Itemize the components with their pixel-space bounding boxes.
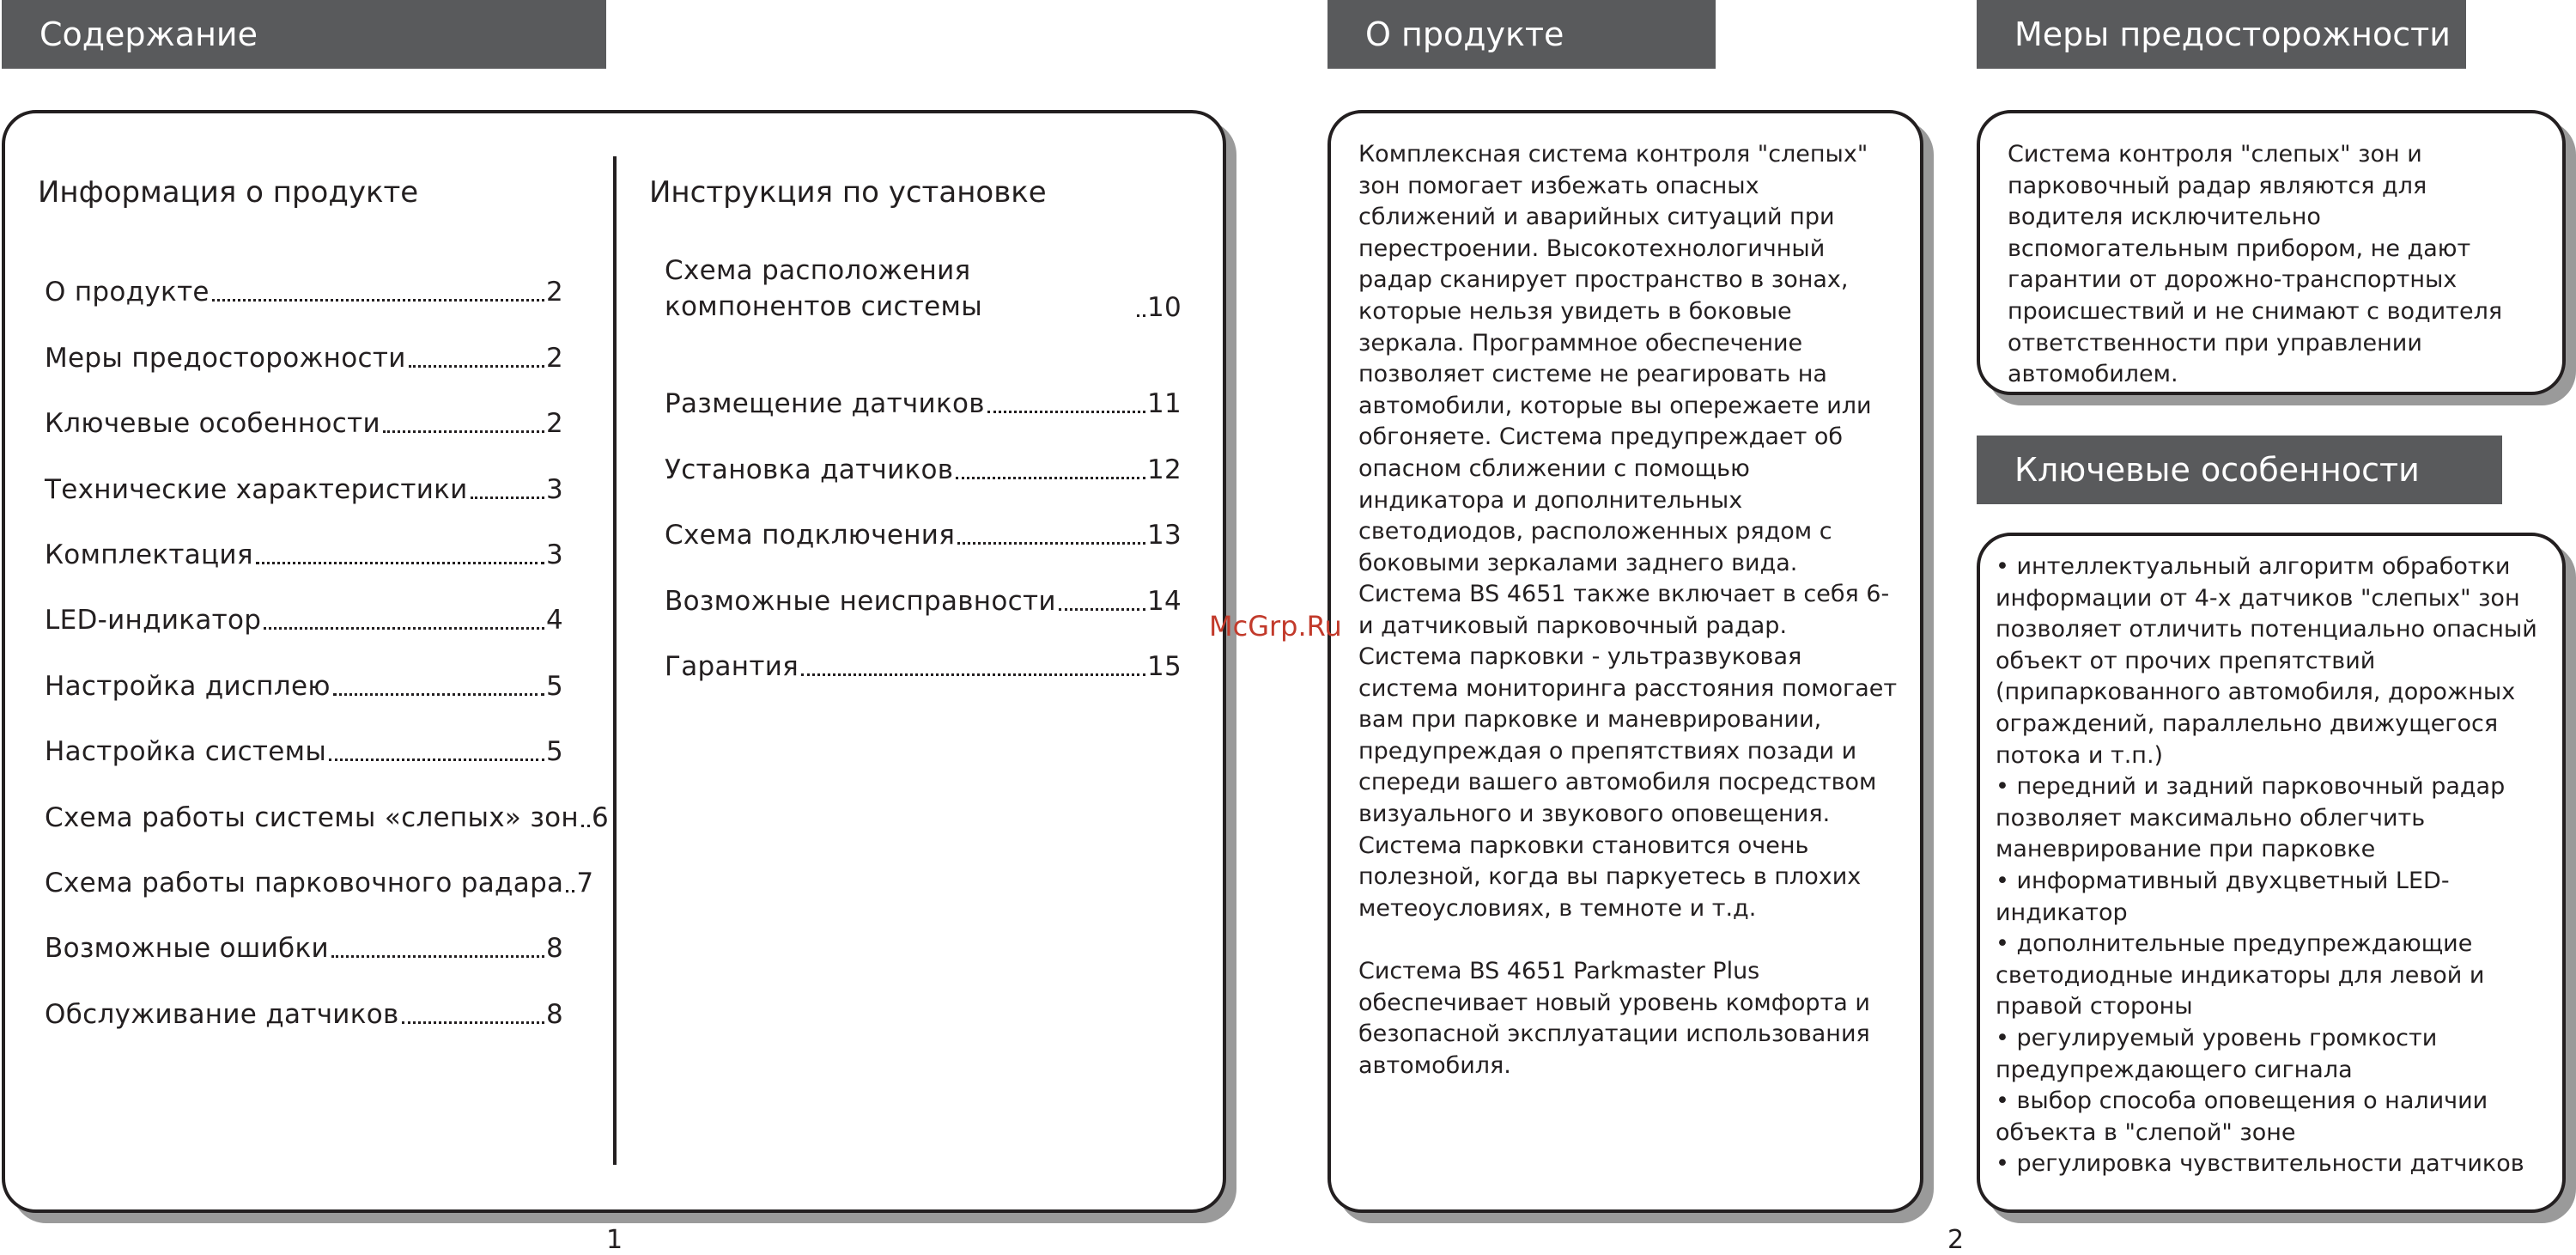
toc-item-page: 5 xyxy=(545,736,563,768)
page-number-right: 2 xyxy=(1947,1225,1965,1255)
toc-item-system-setup[interactable] xyxy=(45,704,563,769)
toc-item-specs[interactable] xyxy=(45,441,563,506)
page-number-left: 1 xyxy=(606,1225,623,1255)
toc-item-label: Возможные неисправности xyxy=(665,585,1056,617)
toc-item-page: 7 xyxy=(576,867,594,899)
toc-leader-dots xyxy=(383,430,544,433)
contents-column-divider xyxy=(613,156,617,1165)
toc-item-page: 3 xyxy=(545,539,563,570)
toc-item-about[interactable] xyxy=(45,244,563,309)
features-list-item: • дополнительные предупреждающие светодиодные индикаторы для левой и правой стороны xyxy=(1996,930,2485,1020)
toc-item-page: 6 xyxy=(591,801,609,833)
toc-item-page: 14 xyxy=(1146,585,1182,617)
contents-header xyxy=(2,0,606,69)
contents-header-title: Содержание xyxy=(39,15,258,53)
toc-leader-dots xyxy=(581,825,590,827)
toc-leader-dots xyxy=(471,497,544,499)
toc-leader-dots xyxy=(956,477,1145,479)
toc-item-features[interactable] xyxy=(45,375,563,441)
toc-item-label: Схема подключения xyxy=(665,520,956,551)
precautions-text: Система контроля "слепых" зон и парковочный радар являются для водителя исключительно вспомогательным прибором, не дают гарантии от дорожно-транспортных происшествий и не снимают с водителя ответственности при управлении автомобилем. xyxy=(2008,141,2503,388)
toc-item-page: 5 xyxy=(545,670,563,702)
toc-leader-dots xyxy=(957,542,1145,545)
toc-item-label: Схема работы системы «слепых» зон xyxy=(45,801,579,833)
toc-item-page: 3 xyxy=(545,473,563,505)
toc-item-package[interactable] xyxy=(45,507,563,572)
toc-leader-dots xyxy=(1137,314,1145,317)
about-paragraph-3: Система парковки - ультразвуковая система мониторинга расстояния помогает вам при парковке и маневрировании, предупреждая о препятствиях позади и спереди вашего автомобиля посредством визуального и звукового оповещения. Система парковки становится очень полезной, когда вы паркуетесь в плохих метеоусловиях, в темноте и т.д. xyxy=(1358,643,1898,922)
features-list xyxy=(1996,551,2555,1180)
toc-item-label: Настройка дисплею xyxy=(45,670,331,702)
toc-item-label: Гарантия xyxy=(665,650,799,682)
toc-item-label: Возможные ошибки xyxy=(45,933,329,965)
features-list-item: • интеллектуальный алгоритм обработки информации от 4-х датчиков "слепых" зон позволяет отличить потенциально опасный объект от прочих препятствий (припаркованного автомобиля, дорожных ограждений, параллельно движущегося потока и т.п.) xyxy=(1996,553,2537,769)
toc-item-troubleshooting[interactable] xyxy=(665,552,1182,618)
toc-item-parking-radar-scheme[interactable] xyxy=(45,835,594,900)
features-header xyxy=(1977,436,2502,504)
toc-item-label: О продукте xyxy=(45,277,210,308)
toc-right-list xyxy=(665,253,1182,684)
toc-left-list xyxy=(45,244,609,1032)
toc-item-label: Схема расположения компонентов системы xyxy=(665,255,982,322)
toc-item-label: Размещение датчиков xyxy=(665,388,985,420)
toc-item-page: 13 xyxy=(1146,520,1182,551)
toc-leader-dots xyxy=(566,890,574,893)
toc-item-label: Настройка системы xyxy=(45,736,327,768)
about-paragraph-2: Система BS 4651 также включает в себя 6-и датчиковый парковочный радар. xyxy=(1358,581,1890,639)
toc-item-page: 8 xyxy=(545,998,563,1030)
toc-item-possible-errors[interactable] xyxy=(45,900,563,966)
about-paragraph-1: Комплексная система контроля "слепых" зон помогает избежать опасных сближений и аварийных ситуаций при перестроении. Высокотехнологичный радар сканирует пространство в зонах, которые нельзя увидеть в боковые зеркала. Программное обеспечение позволяет системе не реагировать на автомобили, которые вы опережаете или обгоняете. Система предупреждает об опасном сближении с помощью индикатора и дополнительных светодиодов, расположенных рядом с боковыми зеркалами заднего вида. xyxy=(1358,141,1872,576)
toc-item-precautions[interactable] xyxy=(45,309,563,375)
toc-leader-dots xyxy=(333,693,544,696)
toc-item-components-layout[interactable] xyxy=(665,253,1182,325)
toc-item-page: 8 xyxy=(545,933,563,965)
toc-item-page: 10 xyxy=(1146,292,1182,323)
about-header-title: О продукте xyxy=(1365,15,1564,53)
toc-leader-dots xyxy=(409,365,544,368)
toc-leader-dots xyxy=(331,955,544,958)
features-list-item: • регулируемый уровень громкости предупреждающего сигнала xyxy=(1996,1024,2438,1083)
toc-item-page: 11 xyxy=(1146,388,1182,420)
toc-item-label: Меры предосторожности xyxy=(45,342,406,374)
toc-item-blind-spot-scheme[interactable] xyxy=(45,769,609,834)
precautions-header-title: Меры предосторожности xyxy=(2014,15,2451,53)
toc-item-page: 2 xyxy=(545,408,563,440)
toc-item-label: Ключевые особенности xyxy=(45,408,380,440)
precautions-header xyxy=(1977,0,2466,69)
toc-item-page: 2 xyxy=(545,277,563,308)
about-header xyxy=(1327,0,1716,69)
toc-item-label: Комплектация xyxy=(45,539,253,570)
features-list-item: • передний и задний парковочный радар позволяет максимально облегчить маневрирование при парковке xyxy=(1996,773,2506,863)
toc-item-page: 12 xyxy=(1146,454,1182,485)
toc-item-label: Схема работы парковочного радара xyxy=(45,867,564,899)
toc-right-heading: Инструкция по установке xyxy=(649,175,1047,210)
toc-leader-dots xyxy=(256,562,544,564)
toc-leader-dots xyxy=(329,758,544,761)
watermark-text: McGrp.Ru xyxy=(1209,610,1342,643)
toc-left-heading: Информация о продукте xyxy=(38,175,419,210)
toc-item-label: Технические характеристики xyxy=(45,473,468,505)
toc-leader-dots xyxy=(801,673,1145,676)
toc-item-label: LED-индикатор xyxy=(45,605,262,637)
toc-leader-dots xyxy=(987,411,1145,413)
toc-leader-dots xyxy=(402,1021,544,1024)
toc-item-sensor-installation[interactable] xyxy=(665,421,1182,486)
features-list-item: • выбор способа оповещения о наличии объекта в "слепой" зоне xyxy=(1996,1087,2488,1146)
toc-item-wiring-diagram[interactable] xyxy=(665,487,1182,552)
toc-item-page: 15 xyxy=(1146,650,1182,682)
toc-item-display-setup[interactable] xyxy=(45,637,563,703)
about-paragraph-4: Система BS 4651 Parkmaster Plus обеспечивает новый уровень комфорта и безопасной эксплуатации использования автомобиля. xyxy=(1358,958,1870,1079)
features-header-title: Ключевые особенности xyxy=(2014,451,2420,489)
toc-item-page: 4 xyxy=(545,605,563,637)
toc-item-warranty[interactable] xyxy=(665,618,1182,684)
toc-leader-dots xyxy=(212,299,544,302)
toc-leader-dots xyxy=(1059,608,1145,611)
toc-item-led-indicator[interactable] xyxy=(45,572,563,637)
toc-item-sensor-maintenance[interactable] xyxy=(45,966,563,1031)
features-list-item: • регулировка чувствительности датчиков xyxy=(1996,1150,2524,1178)
toc-item-sensor-placement[interactable] xyxy=(665,356,1182,421)
toc-leader-dots xyxy=(264,627,544,630)
toc-item-label: Установка датчиков xyxy=(665,454,954,485)
toc-item-label: Обслуживание датчиков xyxy=(45,998,399,1030)
features-list-item: • информативный двухцветный LED-индикатор xyxy=(1996,867,2450,926)
toc-item-page: 2 xyxy=(545,342,563,374)
